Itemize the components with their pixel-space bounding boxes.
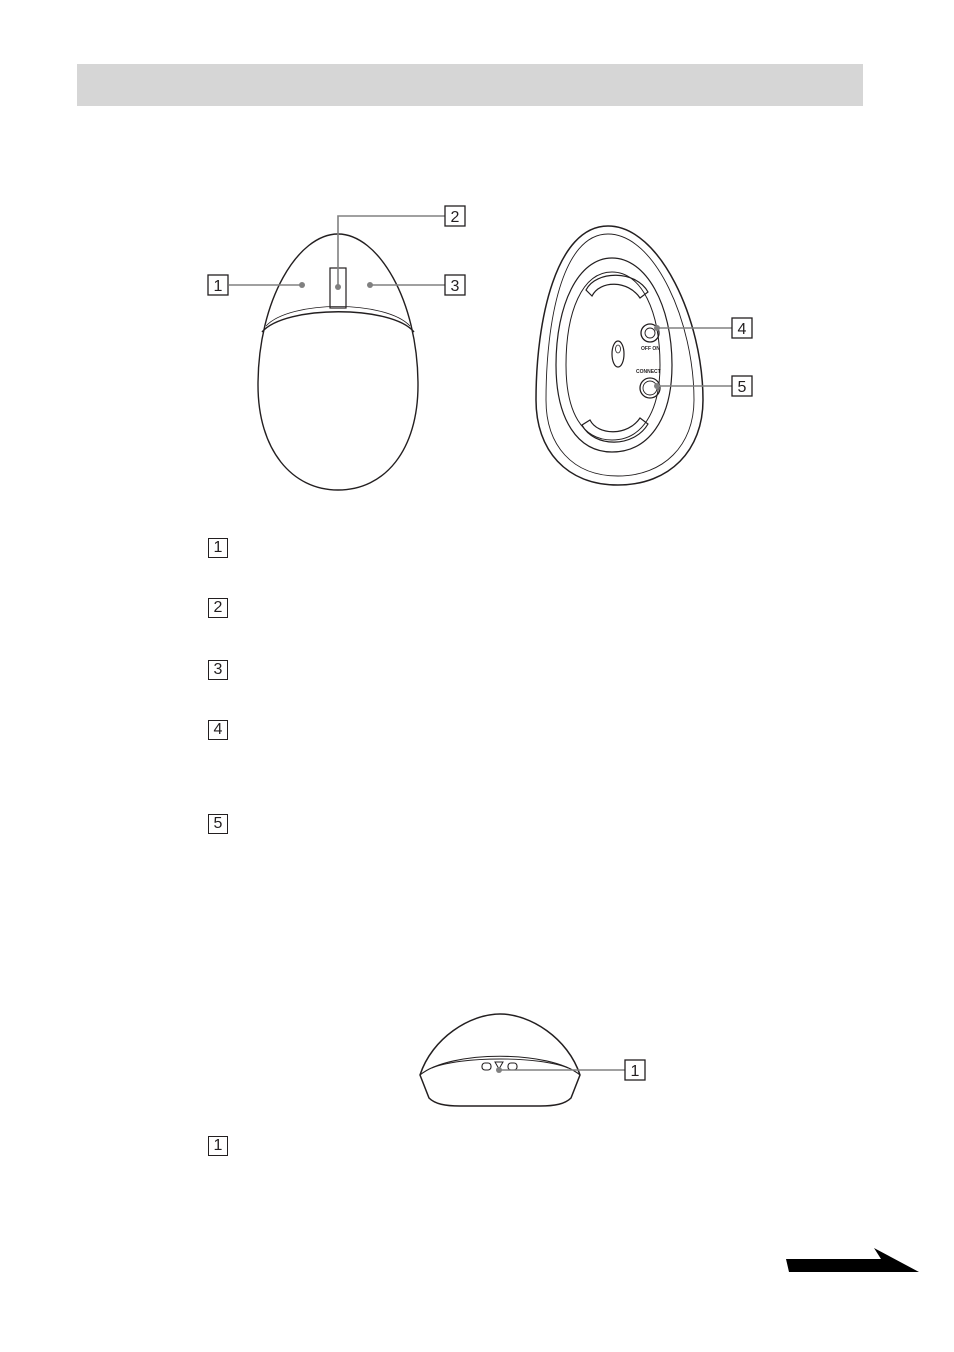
callout-3-mouse-top bbox=[445, 275, 465, 295]
mouse-bottom-outer-shell bbox=[536, 226, 703, 485]
callout-1-mouse-top bbox=[208, 275, 228, 295]
receiver-view bbox=[420, 1014, 580, 1106]
legend-number-1: 1 bbox=[208, 538, 228, 558]
power-switch-label: OFF ON bbox=[641, 346, 660, 352]
callout-1-receiver bbox=[625, 1060, 645, 1080]
legend-number-5: 5 bbox=[208, 814, 228, 834]
mouse-bottom-view bbox=[536, 226, 703, 485]
callout-4-mouse-bottom bbox=[732, 318, 752, 338]
callout-number: 4 bbox=[737, 321, 747, 338]
receiver-indicator-right bbox=[508, 1063, 517, 1070]
callout-number: 2 bbox=[450, 209, 460, 226]
receiver-indicator-left bbox=[482, 1063, 491, 1070]
right-arrow-icon[interactable] bbox=[786, 1246, 920, 1276]
top-glide-pad bbox=[586, 275, 648, 298]
receiver-outline bbox=[420, 1014, 580, 1106]
callout-number: 1 bbox=[213, 278, 223, 295]
legend-number-receiver-1: 1 bbox=[208, 1136, 228, 1156]
connect-button-label: CONNECT bbox=[636, 369, 661, 375]
callout-number: 5 bbox=[737, 379, 747, 396]
callout-number: 3 bbox=[450, 278, 460, 295]
callout-2-mouse-top bbox=[445, 206, 465, 226]
bottom-glide-pad bbox=[582, 418, 648, 442]
legend-number-4: 4 bbox=[208, 720, 228, 740]
legend-number-3: 3 bbox=[208, 660, 228, 680]
callout-number: 1 bbox=[630, 1063, 640, 1080]
legend-number-2: 2 bbox=[208, 598, 228, 618]
callout-5-mouse-bottom bbox=[732, 376, 752, 396]
mouse-bottom-base bbox=[556, 258, 672, 452]
